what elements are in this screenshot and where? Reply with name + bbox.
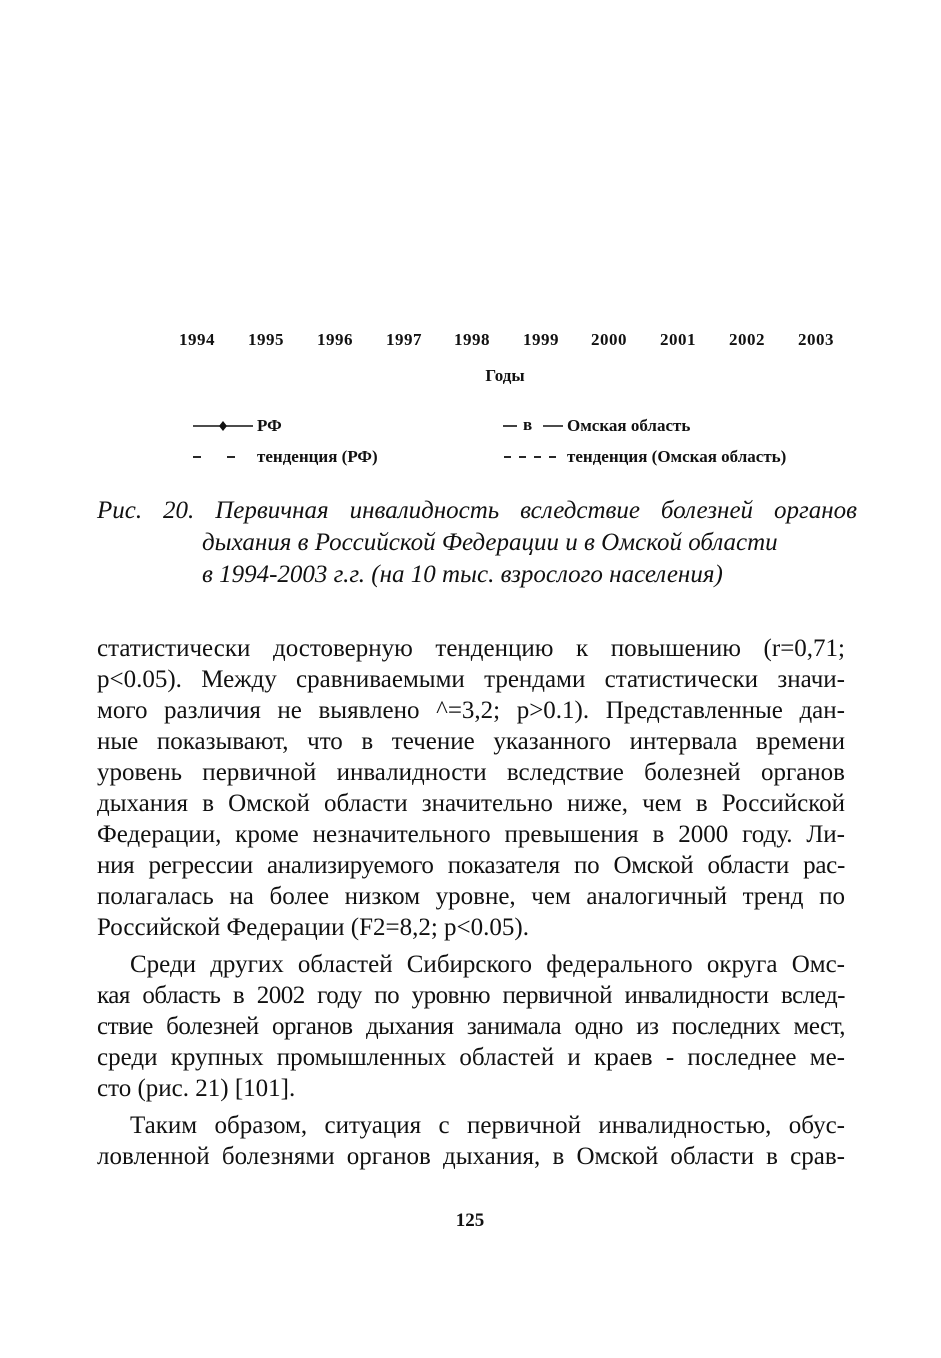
x-tick-label: 2002 [729, 330, 765, 349]
text-line: статистически достоверную тенденцию к повышению (r=0,71; [97, 635, 845, 662]
dashed-line-key-icon [193, 450, 249, 464]
text-line: ния регрессии анализируемого показателя по Омской области рас- [97, 852, 845, 879]
solid-diamond-line-key-icon [193, 419, 253, 433]
figure-caption [97, 495, 857, 591]
legend-label-trend-omsk: тенденция (Омская область) [567, 447, 787, 467]
caption-line: дыхания в Российской Федерации и в Омской области [202, 529, 778, 556]
x-axis-ticks [162, 328, 852, 352]
x-tick-label: 1994 [179, 330, 215, 349]
legend-label-trend-rf: тенденция (РФ) [257, 447, 378, 467]
paragraph [97, 633, 845, 943]
text-line: Федерации, кроме незначительного превышения в 2000 году. Ли- [97, 821, 845, 848]
x-tick-label: 1999 [523, 330, 559, 349]
body-text [97, 633, 845, 1172]
text-line: ствие болезней органов дыхания занимала одно из последних мест, [97, 1013, 845, 1040]
text-line: полагалась на более низком уровне, чем аналогичный тренд по [97, 883, 845, 910]
legend-item-rf [193, 414, 282, 437]
paragraph [97, 1110, 845, 1172]
text-line: среди крупных промышленных областей и краев - последнее ме- [97, 1044, 845, 1071]
caption-line: Рис. 20. Первичная инвалидность вследствие болезней органов [97, 497, 857, 524]
text-line: Среди других областей Сибирского федерального округа Омс- [130, 951, 845, 978]
x-tick-label: 1997 [386, 330, 422, 349]
text-line: дыхания в Омской области значительно ниже, чем в Российской [97, 790, 845, 817]
solid-line-key-icon [503, 419, 563, 433]
caption-line: в 1994-2003 г.г. (на 10 тыс. взрослого населения) [202, 561, 723, 588]
text-line: уровень первичной инвалидности вследствие болезней органов [97, 759, 845, 786]
x-tick-label: 2003 [798, 330, 834, 349]
x-tick-label: 2001 [660, 330, 696, 349]
legend-marker-glyph: в [523, 415, 533, 434]
text-line: p<0.05). Между сравниваемыми трендами статистически значи- [97, 666, 845, 693]
x-tick-label: 1996 [317, 330, 353, 349]
x-axis-label: Годы [485, 366, 525, 385]
x-tick-label: 1998 [454, 330, 490, 349]
text-line: ные показывают, что в течение указанного интервала времени [97, 728, 845, 755]
text-line: кая область в 2002 году по уровню первичной инвалидности вслед- [97, 982, 845, 1009]
text-line: мого различия не выявлено ^=3,2; p>0.1). Представленные дан- [97, 697, 845, 724]
legend-item-omsk [503, 414, 690, 437]
legend-label-rf: РФ [257, 416, 282, 436]
legend-label-omsk: Омская область [567, 416, 691, 436]
legend-item-trend-rf [193, 445, 378, 468]
paragraph [97, 949, 845, 1104]
x-tick-label: 2000 [591, 330, 627, 349]
page-number: 125 [455, 1210, 485, 1231]
chart-area [0, 0, 941, 480]
text-line: Российской Федерации (F2=8,2; p<0.05). [97, 914, 529, 941]
text-line: ловленной болезнями органов дыхания, в Омской области в срав- [97, 1143, 845, 1170]
x-tick-label: 1995 [248, 330, 284, 349]
short-dash-line-key-icon [503, 450, 561, 464]
text-line: Таким образом, ситуация с первичной инвалидностью, обус- [130, 1112, 845, 1139]
legend-item-trend-omsk [503, 445, 786, 468]
text-line: сто (рис. 21) [101]. [97, 1075, 296, 1102]
